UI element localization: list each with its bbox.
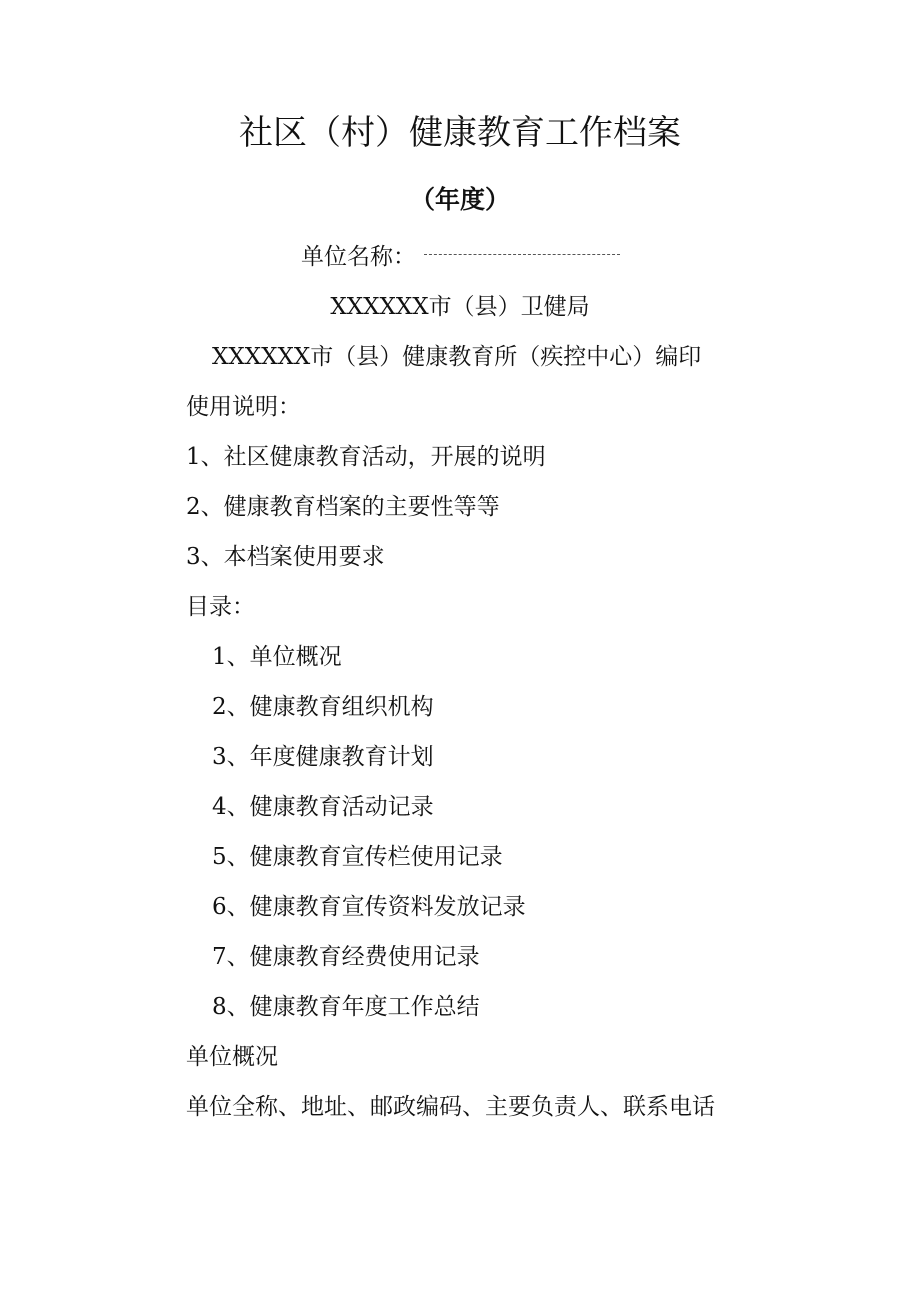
unit-name-row [301,243,620,271]
usage-item: 2、健康教育档案的主要性等等 [186,494,500,520]
unit-name-blank-line [424,254,620,255]
section-body: 单位全称、地址、邮政编码、主要负责人、联系电话 [186,1094,715,1120]
unit-name-label: 单位名称： [301,244,416,270]
toc-heading: 目录： [186,594,255,620]
document-subtitle: （年度） [409,185,510,214]
toc-item: 3、年度健康教育计划 [212,744,434,770]
toc-item: 6、健康教育宣传资料发放记录 [212,894,526,920]
toc-item: 4、健康教育活动记录 [212,794,434,820]
toc-item: 2、健康教育组织机构 [212,694,434,720]
document-title: 社区（村）健康教育工作档案 [239,113,681,153]
usage-heading: 使用说明： [186,394,301,420]
toc-item: 1、单位概况 [212,644,342,670]
toc-item: 8、健康教育年度工作总结 [212,994,480,1020]
toc-item: 5、健康教育宣传栏使用记录 [212,844,503,870]
toc-item: 7、健康教育经费使用记录 [212,944,480,970]
section-heading: 单位概况 [186,1044,278,1070]
usage-item: 3、本档案使用要求 [186,544,385,570]
issuer-education-institute: XXXXXX市（县）健康教育所（疾控中心）编印 [212,344,702,370]
issuer-health-bureau: XXXXXX市（县）卫健局 [330,294,590,320]
usage-item: 1、社区健康教育活动，开展的说明 [186,444,546,470]
